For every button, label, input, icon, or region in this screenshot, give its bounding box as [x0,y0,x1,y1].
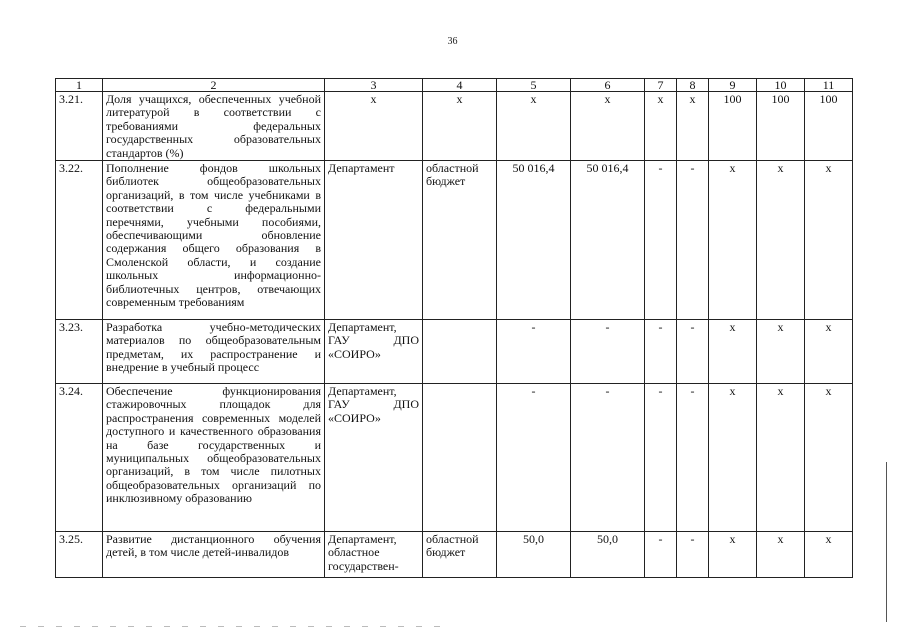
value-cell: х [757,532,805,578]
value-cell: 100 [757,92,805,161]
row-number: 3.23. [56,320,103,384]
header-cell: 6 [571,79,645,92]
funding-source-cell: х [423,92,497,161]
row-number: 3.22. [56,161,103,320]
amount-year-cell: - [571,384,645,532]
value-cell: - [645,161,677,320]
header-cell: 7 [645,79,677,92]
row-number: 3.24. [56,384,103,532]
value-cell: - [677,161,709,320]
value-cell: - [677,532,709,578]
amount-total-cell: - [497,384,571,532]
column-number-row [56,79,853,92]
amount-total-cell: 50,0 [497,532,571,578]
executor-cell: Департамент, областное государствен- [325,532,423,578]
executor-cell: Департамент [325,161,423,320]
value-cell: х [645,92,677,161]
amount-year-cell: 50,0 [571,532,645,578]
value-cell: х [709,384,757,532]
funding-source-cell: областной бюджет [423,161,497,320]
value-cell: х [805,320,853,384]
value-cell: х [677,92,709,161]
value-cell: - [645,384,677,532]
header-cell: 4 [423,79,497,92]
activity-description: Разработка учебно-методических материалов по общеобразовательным предметам, их распространение и внедрение в учебный процесс [103,320,325,384]
header-cell: 1 [56,79,103,92]
row-number: 3.21. [56,92,103,161]
header-cell: 8 [677,79,709,92]
scan-edge-line [886,462,887,622]
value-cell: х [709,320,757,384]
header-cell: 2 [103,79,325,92]
value-cell: х [805,532,853,578]
row-number: 3.25. [56,532,103,578]
value-cell: х [709,161,757,320]
value-cell: - [645,320,677,384]
amount-total-cell: х [497,92,571,161]
executor-cell: Департамент, ГАУ ДПО «СОИРО» [325,384,423,532]
header-cell: 9 [709,79,757,92]
table-row [56,320,853,384]
amount-year-cell: - [571,320,645,384]
value-cell: - [677,384,709,532]
value-cell: - [645,532,677,578]
activity-description: Пополнение фондов школьных библиотек общеобразовательных организаций, в том числе учебниками в соответствии с федеральными перечнями, учебными пособиями, обеспечивающими обновление содержания общего образования в Смоленской области, и создание школьных информационно-библиотечных центров, отвечающих современным требованиям [103,161,325,320]
value-cell: х [805,161,853,320]
table-row [56,384,853,532]
header-cell: 10 [757,79,805,92]
value-cell: х [757,320,805,384]
value-cell: - [677,320,709,384]
amount-year-cell: 50 016,4 [571,161,645,320]
scan-noise [20,626,440,627]
value-cell: х [709,532,757,578]
table-row [56,532,853,578]
table-row [56,92,853,161]
header-cell: 3 [325,79,423,92]
funding-source-cell [423,320,497,384]
funding-source-cell [423,384,497,532]
amount-total-cell: - [497,320,571,384]
activity-description: Развитие дистанционного обучения детей, в том числе детей-инвалидов [103,532,325,578]
program-activities-table [55,78,853,578]
executor-cell: Департамент, ГАУ ДПО «СОИРО» [325,320,423,384]
header-cell: 5 [497,79,571,92]
amount-year-cell: х [571,92,645,161]
value-cell: х [757,161,805,320]
activity-description: Обеспечение функционирования стажировочных площадок для распространения современных моделей доступного и качественного образования на базе государственных и муниципальных общеобразовательных организаций, в том числе пилотных общеобразовательных организаций по инклюзивному образованию [103,384,325,532]
value-cell: х [805,384,853,532]
value-cell: 100 [709,92,757,161]
header-cell: 11 [805,79,853,92]
amount-total-cell: 50 016,4 [497,161,571,320]
page-number: 36 [447,36,458,47]
activity-description: Доля учащихся, обеспеченных учебной литературой в соответствии с требованиями федеральных государственных образовательных стандартов (%) [103,92,325,161]
value-cell: х [757,384,805,532]
funding-source-cell: областной бюджет [423,532,497,578]
executor-cell: х [325,92,423,161]
value-cell: 100 [805,92,853,161]
table-row [56,161,853,320]
